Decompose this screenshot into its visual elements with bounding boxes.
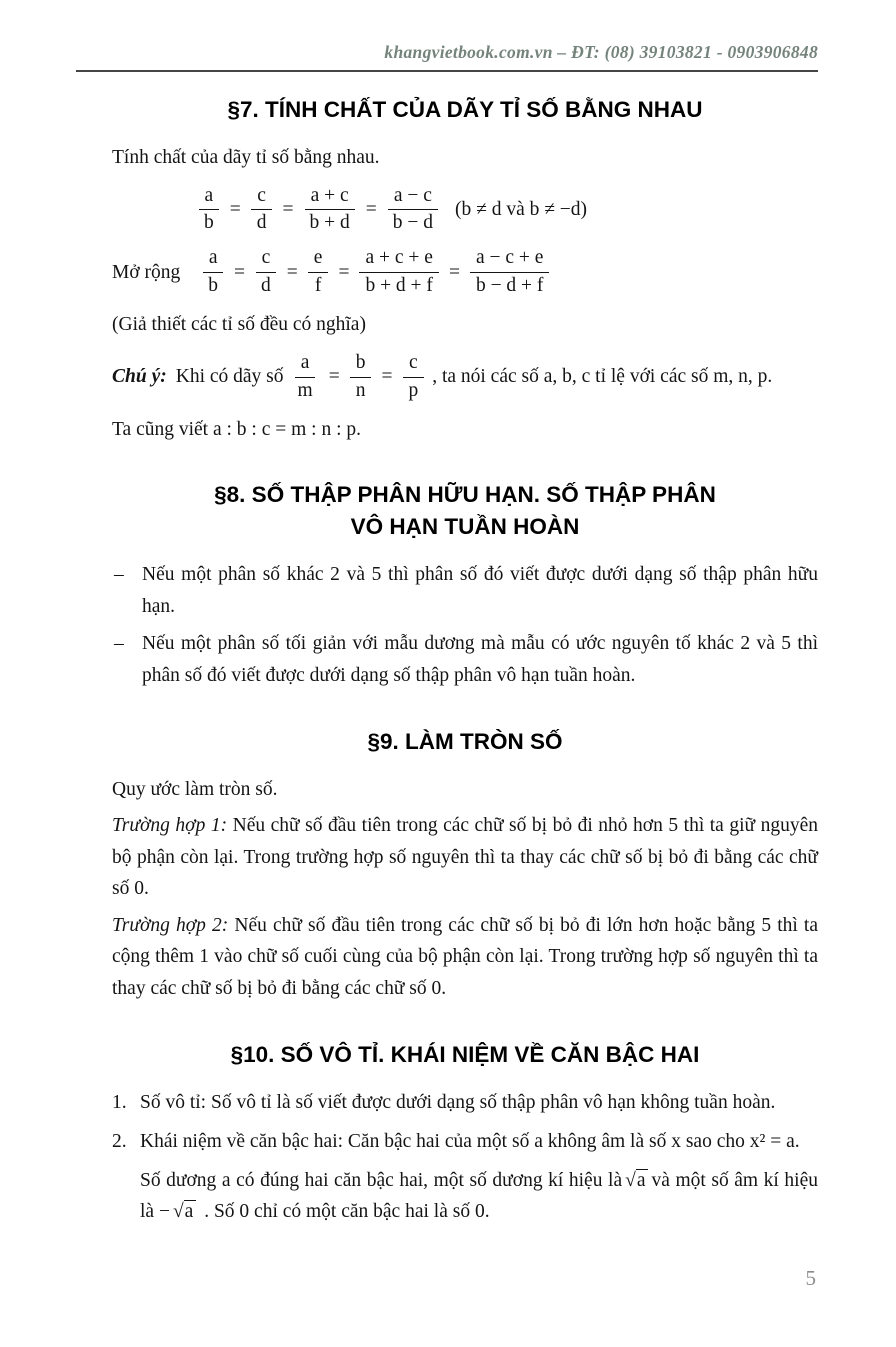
item-2-marker: 2. — [112, 1131, 127, 1153]
dash-marker: – — [114, 633, 124, 655]
extended-label: Mở rộng — [112, 261, 181, 283]
note-tail-text: , ta nói các số a, b, c tỉ lệ với các số m, n, p. — [432, 366, 773, 388]
ratio-extended-formula — [200, 246, 551, 299]
fraction: $\frac{e}{f}$ — [308, 246, 329, 299]
fraction: $\frac{c}{d}$ — [255, 246, 277, 299]
case-1-text: Nếu chữ số đầu tiên trong các chữ số bị bỏ đi nhỏ hơn 5 thì ta giữ nguyên bộ phận còn lại. Trong trường hợp số nguyên thì ta thay các chữ số bị bỏ đi bằng các chữ số 0. — [112, 815, 819, 900]
section-8-title — [112, 479, 818, 543]
equals-sign: = — [328, 366, 340, 388]
fraction: $\frac{c}{p}$ — [402, 351, 424, 404]
equals-sign: = — [286, 261, 298, 283]
section-8-title-line1: §8. SỐ THẬP PHÂN HỮU HẠN. SỐ THẬP PHÂN — [214, 482, 716, 508]
section-9-title: §9. LÀM TRÒN SỐ — [367, 728, 563, 754]
rounding-intro-text: Quy ước làm tròn số. — [112, 778, 278, 800]
fraction: $\frac{b}{n}$ — [350, 351, 372, 404]
equals-sign: = — [234, 261, 246, 283]
square-root-symbol: √a — [625, 1165, 648, 1197]
dash-marker: – — [114, 564, 124, 586]
proportion-formula — [290, 351, 427, 404]
colon-notation-text: Ta cũng viết a : b : c = m : n : p. — [112, 418, 361, 440]
section-10-title: §10. SỐ VÔ TỈ. KHÁI NIỆM VỀ CĂN BẬC HAI — [230, 1041, 700, 1067]
case-2-text: Nếu chữ số đầu tiên trong các chữ số bị bỏ đi lớn hơn hoặc bằng 5 thì ta cộng thêm 1 vào chữ số cuối cùng của bộ phận còn lại. Trong trường hợp số nguyên thì ta thay các chữ số bị bỏ đi bằng các chữ số 0. — [112, 914, 818, 999]
page-number: 5 — [805, 1266, 816, 1290]
ratio-intro-text: Tính chất của dãy tỉ số bằng nhau. — [112, 146, 380, 168]
section-7-ratio-properties — [112, 94, 818, 445]
item-1-marker: 1. — [112, 1091, 127, 1113]
ratio-extended-line — [112, 246, 818, 299]
fraction: $\frac{a}{b}$ — [202, 246, 224, 299]
header-divider — [76, 70, 818, 72]
equals-sign: = — [338, 261, 350, 283]
finite-decimal-rule — [112, 559, 818, 622]
proportion-note-line — [112, 351, 818, 404]
case-1-label: Trường hợp 1: — [112, 815, 228, 837]
note-intro-text: Khi có dãy số — [175, 366, 284, 388]
square-root-item — [112, 1126, 818, 1228]
infinite-decimal-rule — [112, 628, 818, 691]
equals-sign: = — [448, 261, 460, 283]
fraction: $\frac{a}{b}$ — [198, 184, 220, 237]
fraction: $\frac{a + c + e}{b + d + f}$ — [359, 246, 439, 299]
note-label: Chú ý: — [112, 366, 167, 388]
section-8-title-line2: VÔ HẠN TUẦN HOÀN — [350, 514, 580, 540]
page-header — [76, 42, 818, 72]
equals-sign: = — [365, 198, 377, 220]
assumption-note: (Giả thiết các tỉ số đều có nghĩa) — [112, 314, 366, 336]
rounding-case-2 — [112, 910, 818, 1005]
rounding-case-1 — [112, 810, 818, 905]
equals-sign: = — [381, 366, 393, 388]
item-1-text: Số vô tỉ: Số vô tỉ là số viết được dưới dạng số thập phân vô hạn không tuần hoàn. — [140, 1091, 776, 1113]
fraction: $\frac{a + c}{b + d}$ — [304, 184, 356, 237]
case-2-label: Trường hợp 2: — [112, 914, 229, 936]
ratio-chain-formula — [112, 184, 818, 237]
fraction: $\frac{a - c + e}{b - d + f}$ — [470, 246, 550, 299]
formula-condition-note: (b ≠ d và b ≠ −d) — [455, 198, 588, 220]
item-2-text: Khái niệm về căn bậc hai: Căn bậc hai của một số a không âm là số x sao cho x² = a. — [140, 1131, 800, 1153]
finite-decimal-rule-text: Nếu một phân số khác 2 và 5 thì phân số đó viết được dưới dạng số thập phân hữu hạn. — [142, 564, 818, 617]
header-site-info: khangvietbook.com.vn – ĐT: (08) 39103821 - 0903906848 — [384, 42, 818, 62]
square-root-symbol: √a — [173, 1196, 196, 1228]
square-root-detail: Số dương a có đúng hai căn bậc hai, một số dương kí hiệu là √a và một số âm kí hiệu là − √a . Số 0 chỉ có một căn bậc hai là số 0. — [140, 1165, 818, 1228]
section-8-decimals — [112, 479, 818, 691]
fraction: $\frac{c}{d}$ — [251, 184, 273, 237]
section-10-irrational-sqrt — [112, 1039, 818, 1228]
fraction: $\frac{a - c}{b - d}$ — [387, 184, 439, 237]
fraction: $\frac{a}{m}$ — [292, 351, 319, 404]
section-9-rounding — [112, 726, 818, 1005]
section-7-title: §7. TÍNH CHẤT CỦA DÃY TỈ SỐ BẰNG NHAU — [227, 97, 703, 122]
equals-sign: = — [282, 198, 294, 220]
irrational-definition-item — [112, 1087, 818, 1119]
infinite-decimal-rule-text: Nếu một phân số tối giản với mẫu dương mà mẫu có ước nguyên tố khác 2 và 5 thì phân số đó viết được dưới dạng số thập phân vô hạn tuần hoàn. — [142, 633, 818, 686]
equals-sign: = — [229, 198, 241, 220]
